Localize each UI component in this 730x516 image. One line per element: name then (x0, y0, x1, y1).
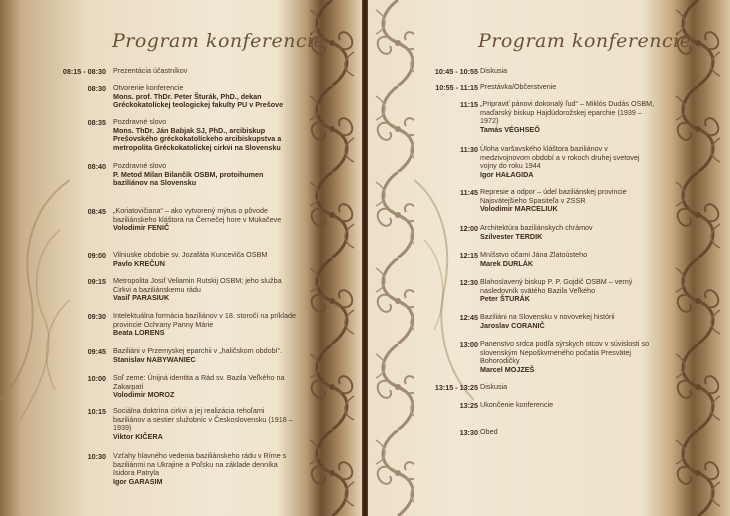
item-time: 11:45 (460, 188, 478, 197)
item-time: 12:45 (459, 313, 478, 322)
schedule-item (480, 145, 658, 179)
item-speaker: P. Metod Milan Bilančík OSBM, protoihumen baziliánov na Slovensku (113, 169, 264, 188)
item-time: 09:30 (87, 312, 106, 321)
item-time: 13:00 (459, 340, 478, 349)
schedule-item (113, 162, 298, 188)
schedule-item (480, 251, 658, 268)
item-text: Vzťahy hlavného vedenia baziliánskeho rádu v Ríme s baziliánmi na Ukrajine a Poľsku na základe denníka Isidora Patryla (113, 451, 287, 478)
item-time: 10:15 (87, 407, 106, 416)
item-text: Baziliáni v Przemyskej eparchii v „haličskom období“. (113, 346, 282, 355)
item-speaker: Beata LORENS (113, 328, 165, 338)
ornament-band-left (302, 0, 362, 516)
item-time: 12:30 (459, 278, 478, 287)
item-time: 08:40 (87, 162, 106, 171)
item-speaker: Mons. ThDr. Ján Babjak SJ, PhD., arcibiskup Prešovského gréckokatolíckeho arcibiskupstva a metropolita Gréckokatolíckej cirkvi na Slovensku (113, 125, 282, 152)
item-time: 12:00 (459, 224, 478, 233)
item-text: Mníšstvo očami Jána Zlatoústeho (480, 250, 588, 259)
right-page (368, 0, 692, 516)
item-time: 11:30 (460, 145, 478, 154)
item-speaker: Marcel MOJZEŠ (480, 364, 535, 374)
schedule-item (480, 188, 658, 214)
item-time: 08:30 (87, 84, 106, 93)
item-speaker: Jaroslav CORANIČ (480, 320, 545, 330)
schedule-item (480, 401, 658, 410)
page-title: Program konferencie (478, 30, 692, 52)
item-time: 10:45 - 10:55 (434, 67, 478, 76)
item-speaker: Igor GARASIM (113, 476, 163, 486)
item-text: Ukončenie konferencie (480, 400, 554, 409)
item-time: 13:25 (459, 401, 478, 410)
item-text: Represie a odpor – údel baziliánskej provincie Najsvätejšieho Spasiteľa v ZSSR (480, 187, 627, 205)
item-text: Obed (480, 427, 498, 436)
schedule-item (480, 428, 658, 437)
item-time: 10:30 (87, 452, 106, 461)
schedule-item (113, 312, 298, 338)
item-speaker: Marek DURLÁK (480, 258, 534, 268)
schedule-item (480, 224, 658, 241)
item-text: Soľ zeme: Únijná identita a Rád sv. Bazila Veľkého na Zakarpatí (113, 373, 285, 391)
item-text: Panenstvo srdca podľa sýrskych otcov v súvislosti so slovenským Nepoškvrneného počatia Presvätej Bohorodičky (480, 339, 650, 366)
schedule-item (480, 278, 658, 304)
schedule-item (113, 452, 298, 486)
item-text: Diskusia (480, 66, 508, 75)
item-time: 09:00 (87, 251, 106, 260)
page-title: Program konferencie (112, 30, 326, 52)
item-text: Diskusia (480, 382, 508, 391)
item-speaker: Vasiľ PARASIUK (113, 293, 170, 303)
item-text: Pozdravné slovo (113, 117, 167, 126)
item-time: 08:35 (87, 118, 106, 127)
item-text: Blahoslavený biskup P. P. Gojdič OSBM – verný nasledovník svätého Bazila Veľkého (480, 277, 633, 295)
item-time: 13:15 - 13:25 (434, 383, 478, 392)
item-text: „Koriatovičiana“ – ako vytvorený mýtus o pôvode baziliánskeho kláštora na Černečej hore v Mukačeve (113, 206, 282, 224)
item-text: Vilniuske obdobie sv. Jozafáta Kunceviča OSBM (113, 250, 268, 259)
item-text: „Pripraviť pánovi dokonalý ľud“ – Miklós Dudás OSBM, maďarský biskup Hajdúdorožskej eparchie (1939 – 1972) (480, 99, 655, 126)
item-text: Architektúra baziliánskych chrámov (480, 223, 593, 232)
schedule-item (113, 374, 298, 400)
ornament-band-right (668, 0, 730, 516)
item-time: 10:00 (87, 374, 106, 383)
item-time: 11:15 (460, 100, 478, 109)
schedule-item (480, 83, 665, 92)
item-time: 08:45 (87, 207, 106, 216)
item-time: 09:15 (87, 277, 106, 286)
item-text: Baziliáni na Slovensku v novovekej histórii (480, 312, 615, 321)
item-speaker: Peter ŠTURÁK (480, 294, 530, 304)
schedule-item (480, 340, 658, 374)
item-speaker: Szilvester TERDIK (480, 231, 543, 241)
schedule-item (480, 67, 665, 76)
item-speaker: Volodimir FENIČ (113, 223, 170, 233)
item-text: Otvorenie konferencie (113, 83, 184, 92)
item-speaker: Mons. prof. ThDr. Peter Šturák, PhD., dekan Gréckokatolíckej teologickej fakulty PU v Prešove (113, 91, 284, 110)
item-speaker: Viktor KIČERA (113, 431, 163, 441)
schedule-item (113, 277, 298, 303)
left-page (0, 0, 326, 516)
item-time: 13:30 (459, 428, 478, 437)
item-text: Prestávka/Občerstvenie (480, 82, 557, 91)
item-speaker: Igor HAŁAGIDA (480, 169, 534, 179)
item-text: Metropolita Josif Veliamin Rutskij OSBM; jeho služba Cirkvi a baziliánskemu rádu (113, 276, 282, 294)
item-time: 09:45 (87, 347, 106, 356)
item-speaker: Volodimir MOROZ (113, 390, 175, 400)
item-speaker: Pavlo KREČUN (113, 258, 165, 268)
item-speaker: Stanislav NABYWANIEC (113, 354, 196, 364)
item-time: 12:15 (459, 251, 478, 260)
item-speaker: Tamás VÉGHSEŐ (480, 124, 540, 134)
schedule-item (113, 347, 298, 364)
item-text: Pozdravné slovo (113, 161, 167, 170)
item-text: Úloha varšavského kláštora baziliánov v medzivojnovom období a v rokoch druhej svetovej vojny do roku 1944 (480, 144, 640, 171)
schedule-item (113, 251, 298, 268)
schedule-item (480, 100, 658, 134)
schedule-item (480, 383, 658, 392)
item-text: Intelektuálna formácia baziliánov v 18. storočí na príklade provincie Ochrany Panny Márie (113, 311, 296, 329)
schedule-item (113, 407, 298, 441)
schedule-item (113, 207, 298, 233)
item-speaker: Volodimir MARCELIUK (480, 204, 558, 214)
schedule-item (113, 67, 298, 76)
schedule-item (113, 118, 298, 152)
item-text: Prezentácia účastníkov (113, 66, 188, 75)
schedule-item (113, 84, 298, 110)
item-time: 08:15 - 08:30 (62, 67, 106, 76)
schedule-item (480, 313, 658, 330)
item-text: Sociálna doktrína cirkvi a jej realizácia rehoľami baziliánov a sestier služobníc v Československu (1918 – 1939) (113, 406, 293, 433)
item-time: 10:55 - 11:15 (435, 83, 478, 92)
